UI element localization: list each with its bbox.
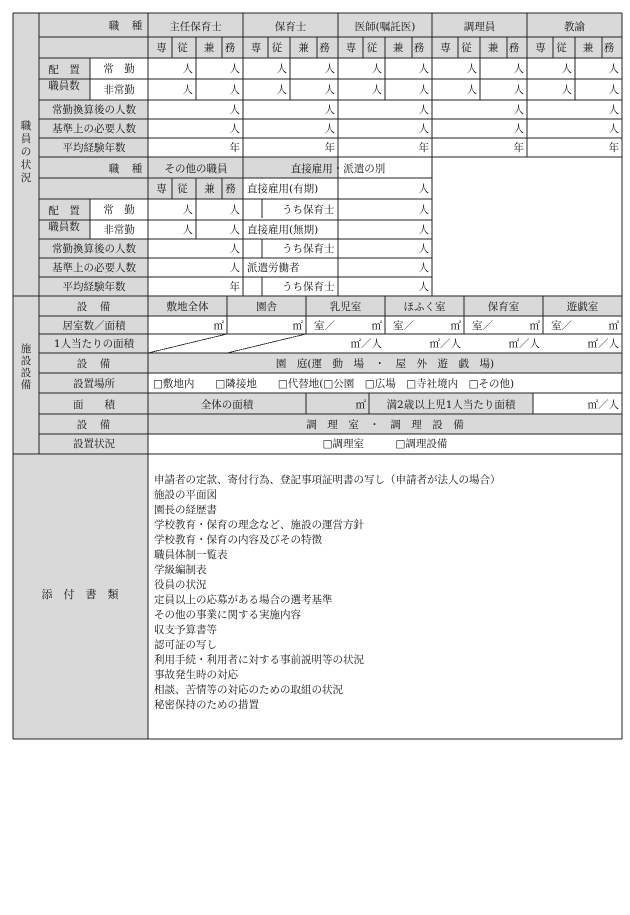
unit-label: 人 [276, 84, 287, 96]
attachment-item: その他の事業に関する実施内容 [154, 609, 301, 621]
facility-column-header: 園舎 [256, 301, 277, 313]
hiring-row-label: うち保育士 [282, 243, 335, 255]
unit-label: 人 [418, 104, 429, 116]
kyoshitsu-label: 居室数／面積 [62, 320, 126, 332]
haichi-label: 職員数 [48, 80, 80, 92]
unit-label: 人 [229, 84, 240, 96]
attachment-item: 役員の状況 [154, 579, 207, 591]
over2-label: 満2歳以上児1人当たり面積 [386, 399, 516, 411]
facility-column-header: 遊戯室 [566, 301, 599, 313]
hijokin-label: 非常勤 [103, 224, 135, 236]
role-header: 教諭 [564, 21, 585, 33]
unit-label: ㎡ [292, 320, 303, 332]
menseki-label: 面 積 [73, 399, 115, 411]
haichi-label: 配 置 [48, 64, 80, 76]
total-area-label [148, 393, 375, 414]
attachment-item: 認可証の写し [154, 639, 217, 651]
unit-label: ㎡／人 [587, 338, 619, 350]
unit-label: 人 [418, 243, 429, 255]
unit-label: 人 [513, 84, 524, 96]
setsubi-label: 設 備 [76, 419, 112, 431]
attachment-item: 学級編制表 [154, 564, 207, 576]
jokin-kansan-label: 常勤換算後の人数 [52, 104, 136, 116]
unit-label: 人 [324, 123, 335, 135]
kenmu-label: 兼 務 [203, 42, 236, 54]
unit-label: 人 [182, 224, 193, 236]
attachment-item: 定員以上の応募がある場合の選考基準 [154, 594, 333, 606]
facility-column-header: 敷地全体 [166, 301, 209, 313]
unit-label: ㎡ [450, 320, 461, 332]
kitchen-title: 調 理 室 ・ 調 理 設 備 [306, 419, 464, 431]
role-header: 主任保育士 [169, 21, 222, 33]
unit-label: ㎡ [608, 320, 619, 332]
facility-column-header: 保育室 [487, 301, 520, 313]
facility-column-header: 乳児室 [329, 301, 362, 313]
kenmu-label: 兼 務 [582, 42, 615, 54]
attachment-item: 秘密保持のための措置 [154, 699, 259, 711]
room-label: 室／ [314, 320, 335, 332]
keiken-label: 平均経験年数 [62, 281, 126, 293]
hiring-row-label: うち保育士 [282, 281, 335, 293]
unit-label: 人 [466, 84, 477, 96]
kitchen-options: □調理室 □調理設備 [322, 438, 448, 450]
unit-label: 人 [324, 104, 335, 116]
other-role-header: その他の職員 [164, 163, 228, 175]
location-label: 設置場所 [73, 378, 115, 390]
unit-label: 人 [513, 104, 524, 116]
sengyo-label: 専 従 [535, 42, 567, 54]
unit-label: 人 [229, 204, 240, 216]
jokin-label: 常 勤 [103, 204, 135, 216]
sengyo-label: 専 従 [345, 42, 378, 54]
setsubi-label: 設 備 [76, 358, 112, 370]
unit-label: 人 [229, 224, 240, 236]
unit-label: 人 [229, 63, 240, 75]
unit-label: 人 [418, 204, 429, 216]
unit-label: 人 [561, 63, 572, 75]
attachment-item: 事故発生時の対応 [154, 669, 238, 681]
hiring-header: 直接雇用・派遣の別 [290, 163, 386, 175]
sengyo-label: 専 従 [156, 42, 188, 54]
kenmu-label: 兼 務 [392, 42, 425, 54]
attachment-item: 収支予算書等 [154, 624, 217, 636]
kenmu-label: 兼 務 [487, 42, 520, 54]
unit-label: 年 [608, 142, 619, 154]
shaded-header-cells [13, 13, 622, 739]
unit-label: 人 [513, 123, 524, 135]
unit-label: ㎡ [213, 320, 224, 332]
unit-label: ㎡ [355, 399, 366, 411]
per-person-label: 1人当たりの面積 [53, 338, 135, 350]
unit-label: 人 [182, 204, 193, 216]
unit-label: 人 [229, 262, 240, 274]
unit-label: 人 [418, 63, 429, 75]
unit-label: 人 [229, 104, 240, 116]
status-label: 設置状況 [73, 438, 115, 450]
unit-label: 人 [608, 63, 619, 75]
unit-label: 人 [561, 84, 572, 96]
job-header: 職 種 [108, 163, 144, 175]
unit-label: 年 [513, 142, 524, 154]
hiring-row-label: 直接雇用(無期) [247, 224, 319, 236]
room-label: 室／ [472, 320, 493, 332]
unit-label: 人 [513, 63, 524, 75]
unit-label: 人 [418, 183, 429, 195]
unit-label: 年 [418, 142, 429, 154]
unit-label: 人 [608, 104, 619, 116]
setsubi-label: 設 備 [76, 301, 112, 313]
room-label: 室／ [393, 320, 414, 332]
unit-label: 人 [182, 84, 193, 96]
kijun-label: 基準上の必要人数 [52, 262, 136, 274]
unit-label: 人 [418, 224, 429, 236]
attachment-item: 相談、苦情等の対応のための取組の状況 [154, 684, 343, 696]
attachment-item: 学校教育・保育の理念など、施設の運営方針 [154, 519, 364, 531]
unit-label: 人 [418, 84, 429, 96]
unit-label: 人 [466, 63, 477, 75]
unit-label: 人 [324, 63, 335, 75]
role-header: 保育士 [274, 21, 307, 33]
sengyo-label: 専 従 [156, 183, 188, 195]
unit-label: ㎡ [371, 320, 382, 332]
attachment-item: 利用手続・利用者に対する事前説明等の状況 [154, 654, 364, 666]
unit-label: ㎡ [529, 320, 540, 332]
hiring-row-label: 派遣労働者 [247, 262, 300, 274]
unit-label: 年 [229, 281, 240, 293]
role-header: 医師(嘱託医) [354, 21, 416, 33]
attachment-item: 申請者の定款、寄付行為、登記事項証明書の写し（申請者が法人の場合） [154, 474, 501, 486]
location-options: □敷地内 □隣接地 □代替地(□公園 □広場 □寺社境内 □その他) [153, 378, 515, 390]
attachment-item: 学校教育・保育の内容及びその特徴 [154, 534, 322, 546]
grid-line [148, 334, 227, 353]
sengyo-label: 専 従 [440, 42, 472, 54]
kenmu-label: 兼 務 [204, 183, 236, 195]
unit-label: ㎡／人 [350, 338, 382, 350]
unit-label: 年 [324, 142, 335, 154]
jokin-label: 常 勤 [103, 63, 135, 75]
unit-label: 年 [229, 142, 240, 154]
role-header: 調理員 [463, 21, 496, 33]
unit-label: 人 [276, 63, 287, 75]
facility-section-label: 施設設備 [20, 343, 32, 391]
unit-label: 人 [418, 262, 429, 274]
garden-title: 園 庭(運 動 場 ・ 屋 外 遊 戯 場) [275, 358, 495, 370]
haichi-label: 職員数 [48, 221, 80, 233]
total-area-label: 全体の面積 [200, 399, 254, 411]
attachments-label: 添 付 書 類 [41, 588, 119, 601]
keiken-label: 平均経験年数 [62, 142, 126, 154]
unit-label: ㎡／人 [587, 399, 619, 411]
unit-label: ㎡／人 [429, 338, 461, 350]
hiring-row-label: うち保育士 [282, 204, 335, 216]
unit-label: 人 [371, 63, 382, 75]
staff-section-label: 職員の状況 [20, 120, 32, 184]
room-label: 室／ [551, 320, 572, 332]
hijokin-label: 非常勤 [103, 84, 135, 96]
unit-label: 人 [418, 123, 429, 135]
attachment-item: 施設の平面図 [154, 489, 217, 501]
unit-label: 人 [324, 84, 335, 96]
jokin-kansan-label: 常勤換算後の人数 [52, 243, 136, 255]
unit-label: 人 [229, 243, 240, 255]
unit-label: ㎡／人 [508, 338, 540, 350]
unit-label: 人 [608, 123, 619, 135]
unit-label: 人 [229, 123, 240, 135]
attachment-item: 職員体制一覧表 [154, 549, 228, 561]
attachment-item: 園長の経歴書 [154, 504, 217, 516]
hiring-row-label: 直接雇用(有期) [247, 183, 319, 195]
sengyo-label: 専 従 [250, 42, 283, 54]
job-header: 職 種 [108, 20, 144, 32]
kijun-label: 基準上の必要人数 [52, 123, 136, 135]
unit-label: 人 [371, 84, 382, 96]
unit-label: 人 [182, 63, 193, 75]
grid-line [227, 334, 306, 353]
unit-label: 人 [418, 281, 429, 293]
unit-label: 人 [608, 84, 619, 96]
haichi-label: 配 置 [48, 205, 80, 217]
kenmu-label: 兼 務 [298, 42, 330, 54]
facility-column-header: ほふく室 [403, 301, 446, 313]
